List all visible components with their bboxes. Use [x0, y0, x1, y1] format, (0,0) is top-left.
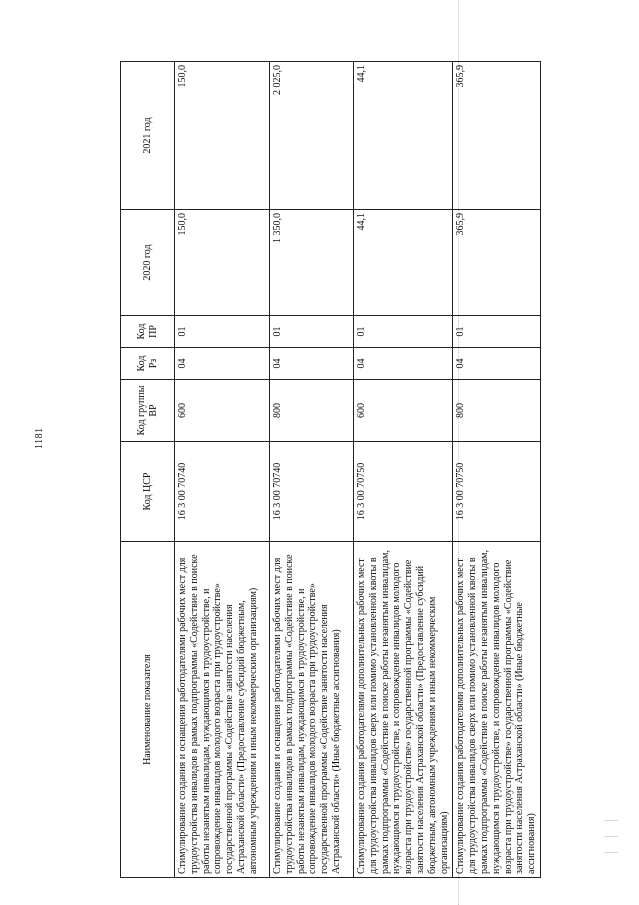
row-2020: 150,0	[175, 210, 270, 316]
scan-mark	[604, 836, 618, 837]
row-pr: 01	[175, 316, 270, 348]
header-name: Наименование показателя	[121, 542, 175, 878]
row-kcsr: 16 3 00 70740	[175, 442, 270, 542]
row-pr: 01	[270, 316, 354, 348]
row-name: Стимулирование создания и оснащения работодателями рабочих мест для трудоустройства инвалидов в рамках подпрограммы «Содействие в поиске работы незанятым инвалидам, нуждающимся в трудоустройстве, и сопровождение инвалидов молодого возраста при трудоустройстве» государственной программы «Содействие занятости населения Астраханской области» (Предоставление субсидий бюджетным, автономным учреждениям и иным некоммерческим организациям)	[175, 542, 270, 878]
row-2021: 2 025,0	[270, 62, 354, 210]
row-kvr: 600	[354, 380, 453, 442]
table-row	[354, 62, 453, 878]
row-2021: 365,9	[453, 62, 541, 210]
table-row	[453, 62, 541, 878]
header-kvr: Код группы ВР	[121, 380, 175, 442]
row-kvr: 800	[453, 380, 541, 442]
header-2020: 2020 год	[121, 210, 175, 316]
row-kvr: 800	[270, 380, 354, 442]
scan-mark	[604, 820, 618, 821]
row-pr: 01	[453, 316, 541, 348]
row-2021: 150,0	[175, 62, 270, 210]
row-rz: 04	[354, 348, 453, 380]
row-2021: 44,1	[354, 62, 453, 210]
row-kcsr: 16 3 00 70750	[354, 442, 453, 542]
row-kcsr: 16 3 00 70740	[270, 442, 354, 542]
row-2020: 1 350,0	[270, 210, 354, 316]
row-rz: 04	[270, 348, 354, 380]
row-kcsr: 16 3 00 70750	[453, 442, 541, 542]
budget-table	[120, 61, 541, 878]
row-pr: 01	[354, 316, 453, 348]
header-rz: Код Рз	[121, 348, 175, 380]
table-row	[175, 62, 270, 878]
row-2020: 44,1	[354, 210, 453, 316]
row-name: Стимулирование создания работодателями дополнительных рабочих мест для трудоустройства инвалидов сверх или помимо установленной квоты в рамках подпрограммы «Содействие в поиске работы незанятым инвалидам, нуждающимся в трудоустройстве, и сопровождение инвалидов молодого возраста при трудоустройстве» государственной программы «Содействие занятости населения Астраханской области» (Предоставление субсидий бюджетным, автономным учреждениям и иным некоммерческим организациям)	[354, 542, 453, 878]
row-rz: 04	[453, 348, 541, 380]
row-kvr: 600	[175, 380, 270, 442]
table-header-row	[121, 62, 175, 878]
scan-mark	[604, 852, 618, 853]
page-number: 1181	[34, 427, 45, 449]
table-row	[270, 62, 354, 878]
row-2020: 365,9	[453, 210, 541, 316]
header-2021: 2021 год	[121, 62, 175, 210]
header-pr: Код ПР	[121, 316, 175, 348]
row-rz: 04	[175, 348, 270, 380]
row-name: Стимулирование создания работодателями дополнительных рабочих мест для трудоустройства инвалидов сверх или помимо установленной квоты в рамках подпрограммы «Содействие в поиске работы незанятым инвалидам, нуждающимся в трудоустройстве, и сопровождение инвалидов молодого возраста при трудоустройстве» государственной программы «Содействие занятости населения Астраханской области» (Иные бюджетные ассигнования)	[453, 542, 541, 878]
rotated-table-wrapper	[120, 62, 538, 878]
header-kcsr: Код ЦСР	[121, 442, 175, 542]
row-name: Стимулирование создания и оснащения работодателями рабочих мест для трудоустройства инвалидов в рамках подпрограммы «Содействие в поиске работы незанятым инвалидам, нуждающимся в трудоустройстве, и сопровождение инвалидов молодого возраста при трудоустройстве» государственной программы «Содействие занятости населения Астраханской области» (Иные бюджетные ассигнования)	[270, 542, 354, 878]
